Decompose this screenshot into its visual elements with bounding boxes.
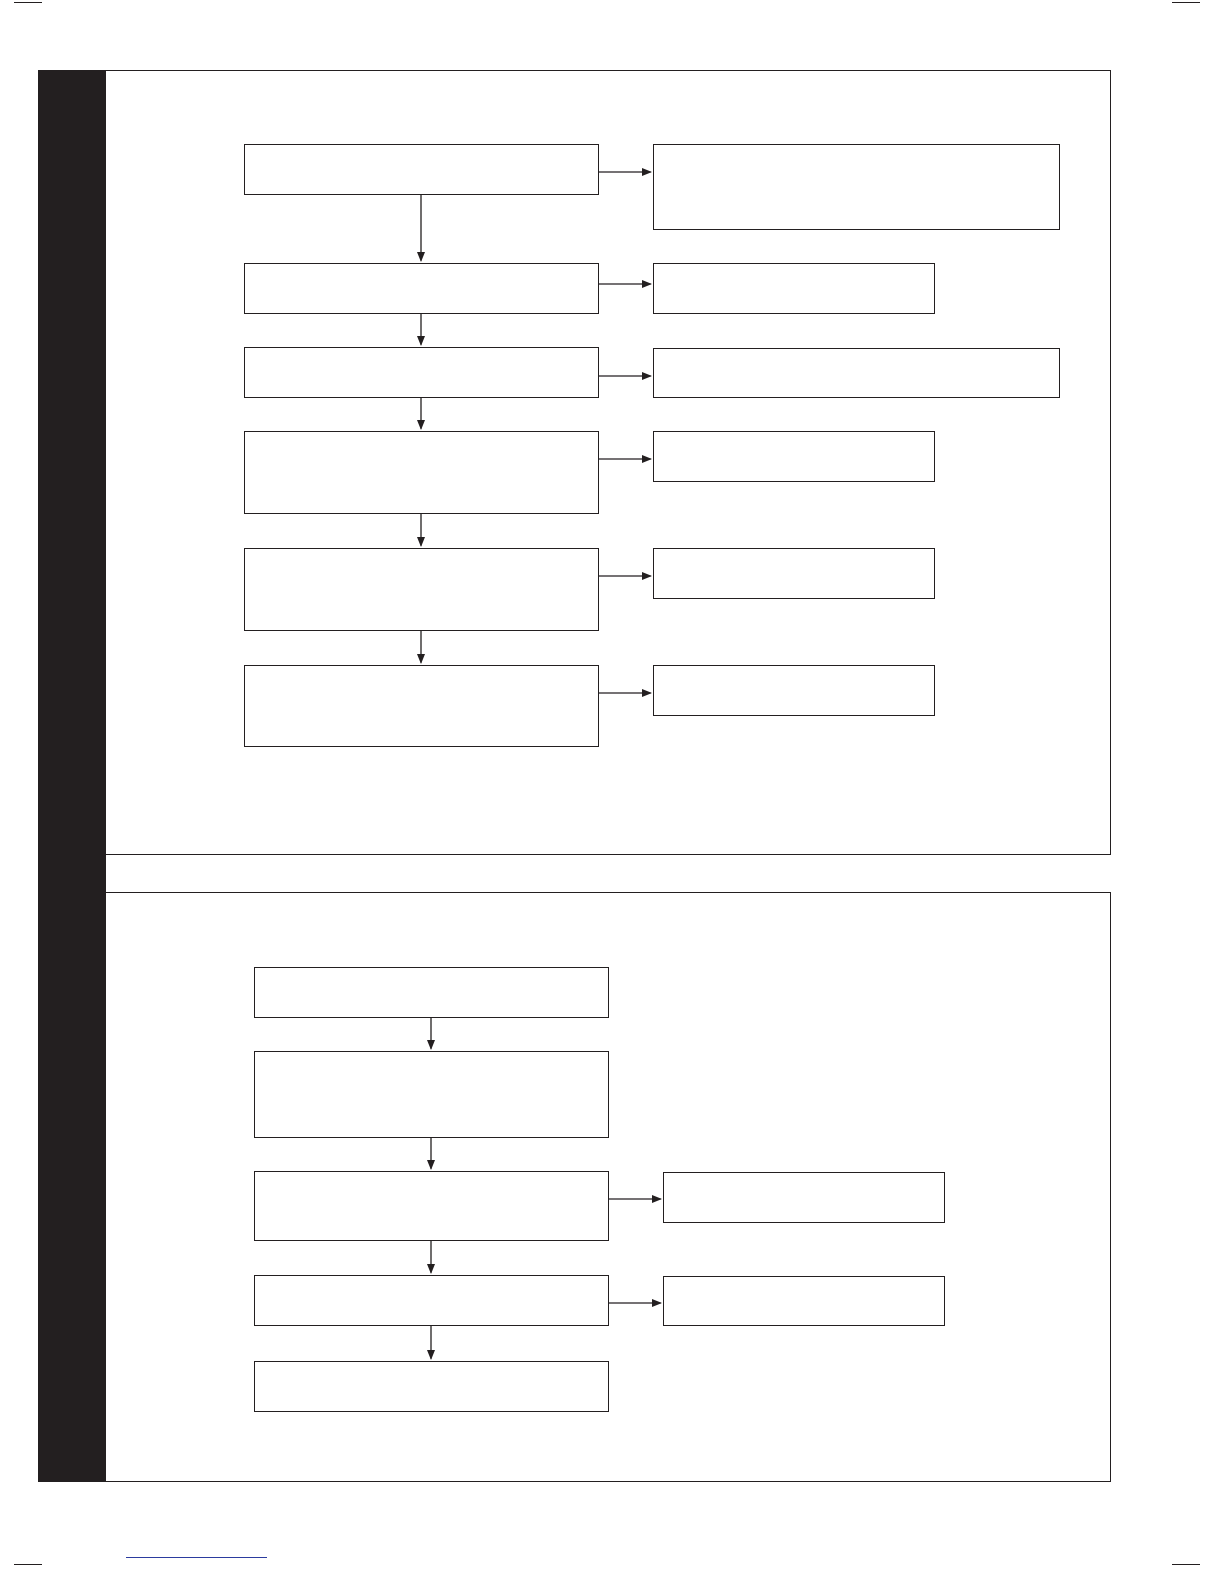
flow-node-b3 — [653, 348, 1060, 398]
section-sidebar — [38, 70, 106, 1482]
flow-node-b1 — [653, 144, 1060, 230]
footer-link-underline — [126, 1557, 267, 1558]
flow-node-a4 — [244, 431, 599, 514]
crop-mark-bottom-left — [14, 1564, 42, 1565]
flow-node-a3 — [244, 347, 599, 398]
flow-node-c3 — [254, 1171, 609, 1241]
flow-node-b6 — [653, 665, 935, 716]
crop-mark-top-right — [1172, 2, 1200, 3]
flow-node-b4 — [653, 431, 935, 482]
flow-node-d3 — [663, 1172, 945, 1223]
flow-node-c4 — [254, 1275, 609, 1326]
flow-node-a5 — [244, 548, 599, 631]
flow-node-d4 — [663, 1276, 945, 1326]
flow-node-c2 — [254, 1051, 609, 1138]
crop-mark-bottom-right — [1172, 1564, 1200, 1565]
flow-node-b2 — [653, 263, 935, 314]
flow-node-a1 — [244, 144, 599, 195]
crop-mark-top-left — [14, 2, 42, 3]
flow-node-a2 — [244, 263, 599, 314]
flow-node-a6 — [244, 665, 599, 747]
flow-node-c5 — [254, 1361, 609, 1412]
flow-node-b5 — [653, 548, 935, 599]
flow-node-c1 — [254, 967, 609, 1018]
